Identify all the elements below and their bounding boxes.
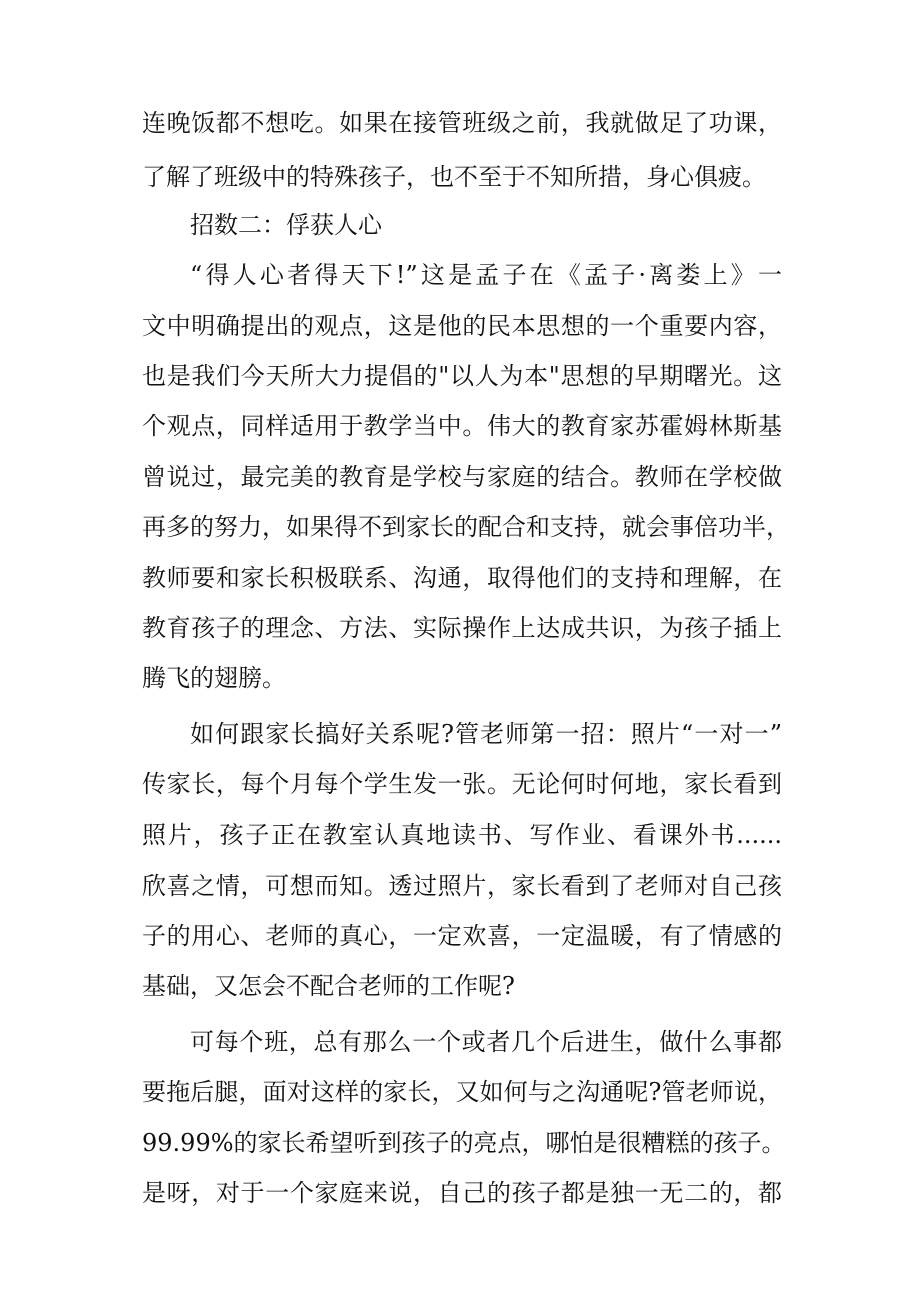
text-line: 了解了班级中的特殊孩子，也不至于不知所措，身心俱疲。	[142, 163, 766, 191]
text-line: 子的用心、老师的真心，一定欢喜，一定温暖，有了情感的	[142, 922, 782, 950]
text-line: 曾说过，最完美的教育是学校与家庭的结合。教师在学校做	[142, 463, 782, 491]
text-line: 也是我们今天所大力提倡的"以人为本"思想的早期曙光。这	[142, 362, 782, 390]
text-line: 连晚饭都不想吃。如果在接管班级之前，我就做足了功课，	[142, 109, 782, 137]
text-line: 个观点，同样适用于教学当中。伟大的教育家苏霍姆林斯基	[142, 412, 782, 440]
text-line: “得人心者得天下!”这是孟子在《孟子·离娄上》一	[190, 261, 782, 289]
text-line: 是呀，对于一个家庭来说，自己的孩子都是独一无二的，都	[142, 1179, 782, 1207]
text-line: 教师要和家长积极联系、沟通，取得他们的支持和理解，在	[142, 564, 782, 592]
text-line: 文中明确提出的观点，这是他的民本思想的一个重要内容，	[142, 312, 782, 340]
text-line: 基础，又怎会不配合老师的工作呢?	[142, 972, 515, 1000]
text-line: 教育孩子的理念、方法、实际操作上达成共识，为孩子插上	[142, 614, 782, 642]
text-line: 欣喜之情，可想而知。透过照片，家长看到了老师对自己孩	[142, 872, 782, 900]
text-line: 可每个班，总有那么一个或者几个后进生，做什么事都	[190, 1028, 782, 1056]
text-line: 如何跟家长搞好关系呢?管老师第一招：照片“一对一”	[190, 720, 782, 748]
text-line: 99.99%的家长希望听到孩子的亮点，哪怕是很糟糕的孩子。	[142, 1129, 786, 1157]
section-heading: 招数二：俘获人心	[190, 211, 382, 239]
text-line: 传家长，每个月每个学生发一张。无论何时何地，家长看到	[142, 770, 782, 798]
text-line: 要拖后腿，面对这样的家长，又如何与之沟通呢?管老师说，	[142, 1078, 782, 1106]
text-line: 照片，孩子正在教室认真地读书、写作业、看课外书......	[142, 821, 782, 849]
text-line: 腾飞的翅膀。	[142, 664, 286, 692]
text-line: 再多的努力，如果得不到家长的配合和支持，就会事倍功半，	[142, 513, 790, 541]
